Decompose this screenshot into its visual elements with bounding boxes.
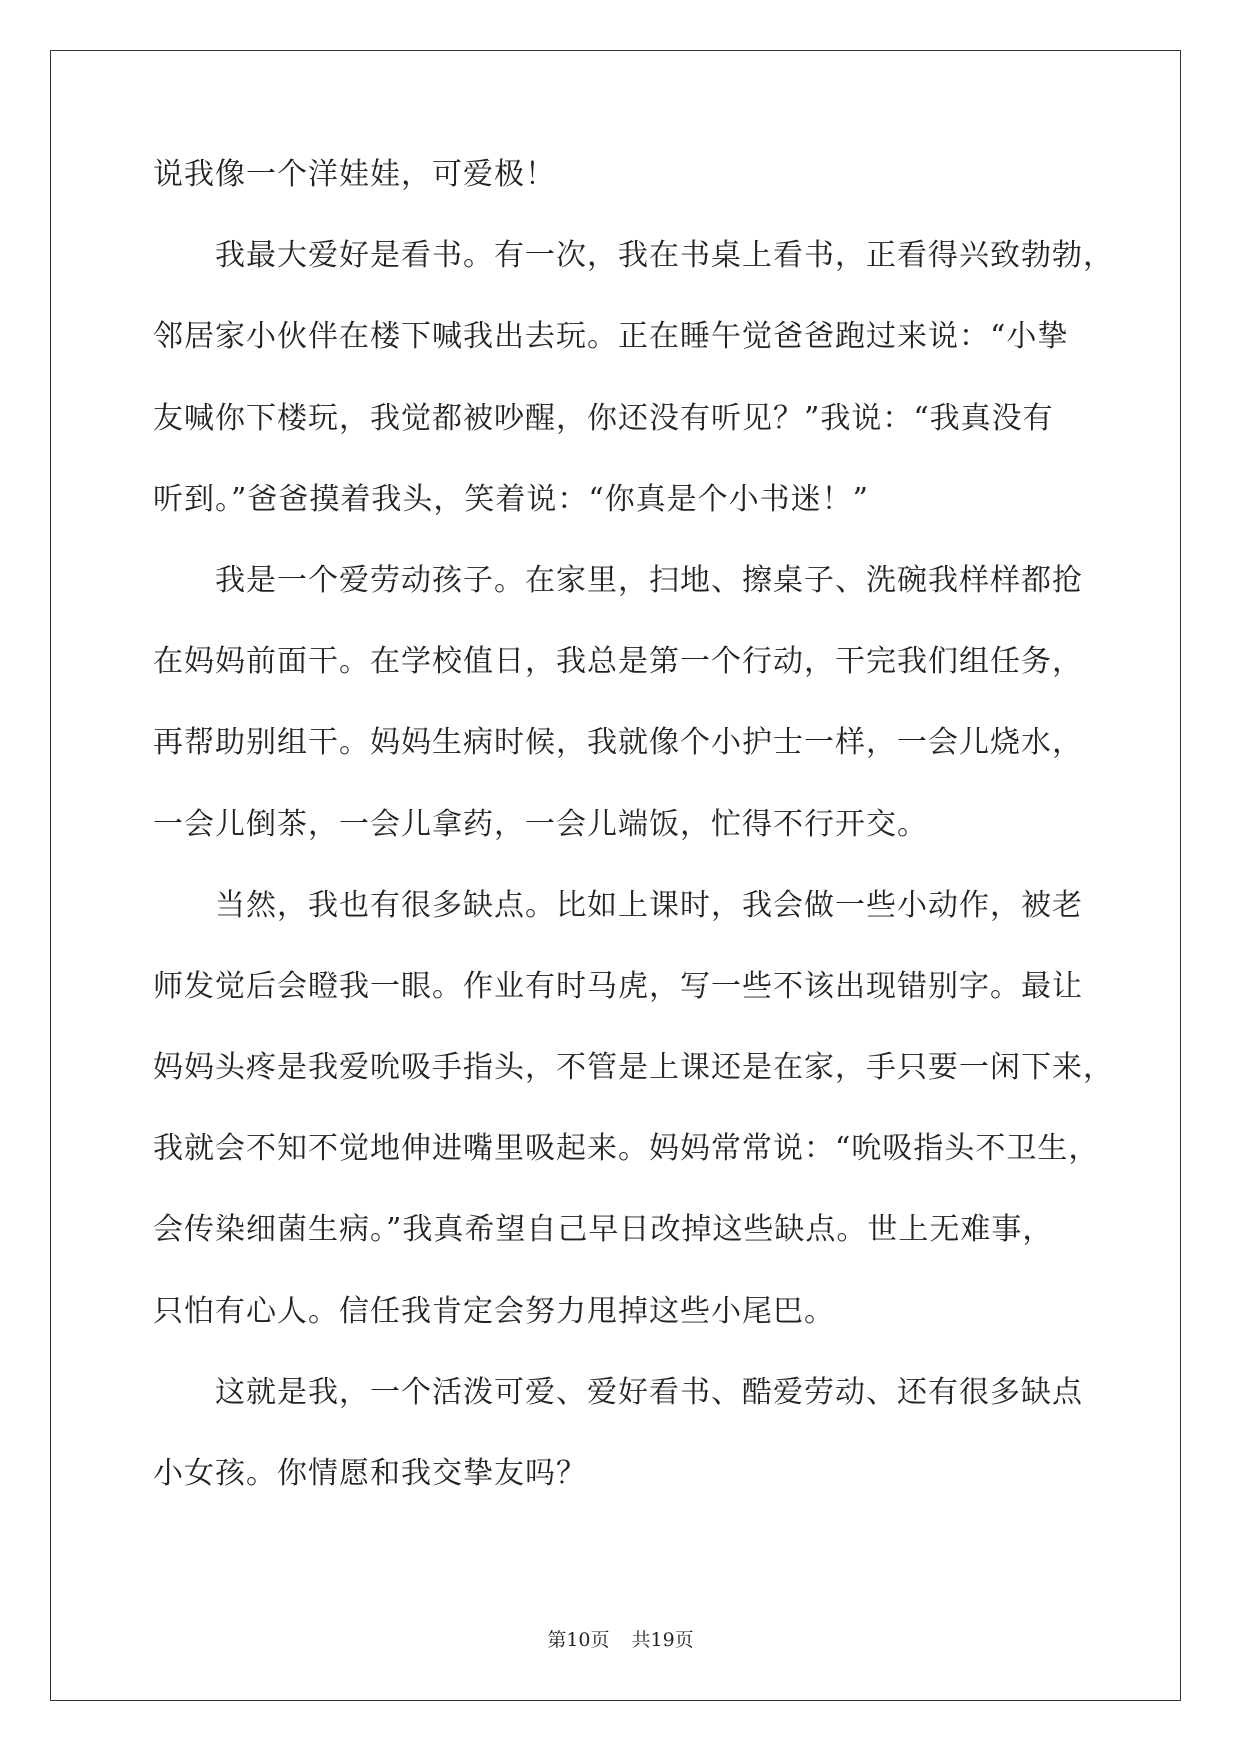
text-line: 在妈妈前面干。在学校值日，我总是第一个行动，干完我们组任务， <box>153 644 1083 680</box>
text-line: 我是一个爱劳动孩子。在家里，扫地、擦桌子、洗碗我样样都抢 <box>215 562 1083 598</box>
page-total: 共19页 <box>631 1629 694 1651</box>
text-line: 只怕有心人。信任我肯定会努力甩掉这些小尾巴。 <box>153 1293 835 1329</box>
text-line: 我最大爱好是看书。有一次，我在书桌上看书，正看得兴致勃勃， <box>215 238 1114 274</box>
document-body <box>153 157 1114 1540</box>
text-line: 我就会不知不觉地伸进嘴里吸起来。妈妈常常说：“吮吸指头不卫生， <box>153 1131 1100 1167</box>
page-number: 第10页 <box>547 1629 610 1651</box>
text-line: 师发觉后会瞪我一眼。作业有时马虎，写一些不该出现错别字。最让 <box>153 968 1083 1004</box>
text-line: 邻居家小伙伴在楼下喊我出去玩。正在睡午觉爸爸跑过来说：“小挚 <box>153 319 1069 355</box>
text-line: 友喊你下楼玩，我觉都被吵醒，你还没有听见？”我说：“我真没有 <box>153 400 1054 436</box>
text-line: 听到。”爸爸摸着我头，笑着说：“你真是个小书迷！” <box>153 481 870 517</box>
text-line: 说我像一个洋娃娃，可爱极！ <box>153 157 556 192</box>
text-line: 一会儿倒茶，一会儿拿药，一会儿端饭，忙得不行开交。 <box>153 806 928 842</box>
text-line: 当然，我也有很多缺点。比如上课时，我会做一些小动作，被老 <box>215 887 1083 923</box>
text-line: 会传染细菌生病。”我真希望自己早日改掉这些缺点。世上无难事， <box>153 1212 1054 1248</box>
text-line: 再帮助别组干。妈妈生病时候，我就像个小护士一样，一会儿烧水， <box>153 725 1083 761</box>
page-footer <box>0 1625 1241 1652</box>
text-line: 妈妈头疼是我爱吮吸手指头，不管是上课还是在家，手只要一闲下来， <box>153 1050 1114 1086</box>
text-line: 这就是我，一个活泼可爱、爱好看书、酷爱劳动、还有很多缺点 <box>215 1374 1083 1410</box>
text-line: 小女孩。你情愿和我交挚友吗？ <box>153 1456 587 1491</box>
